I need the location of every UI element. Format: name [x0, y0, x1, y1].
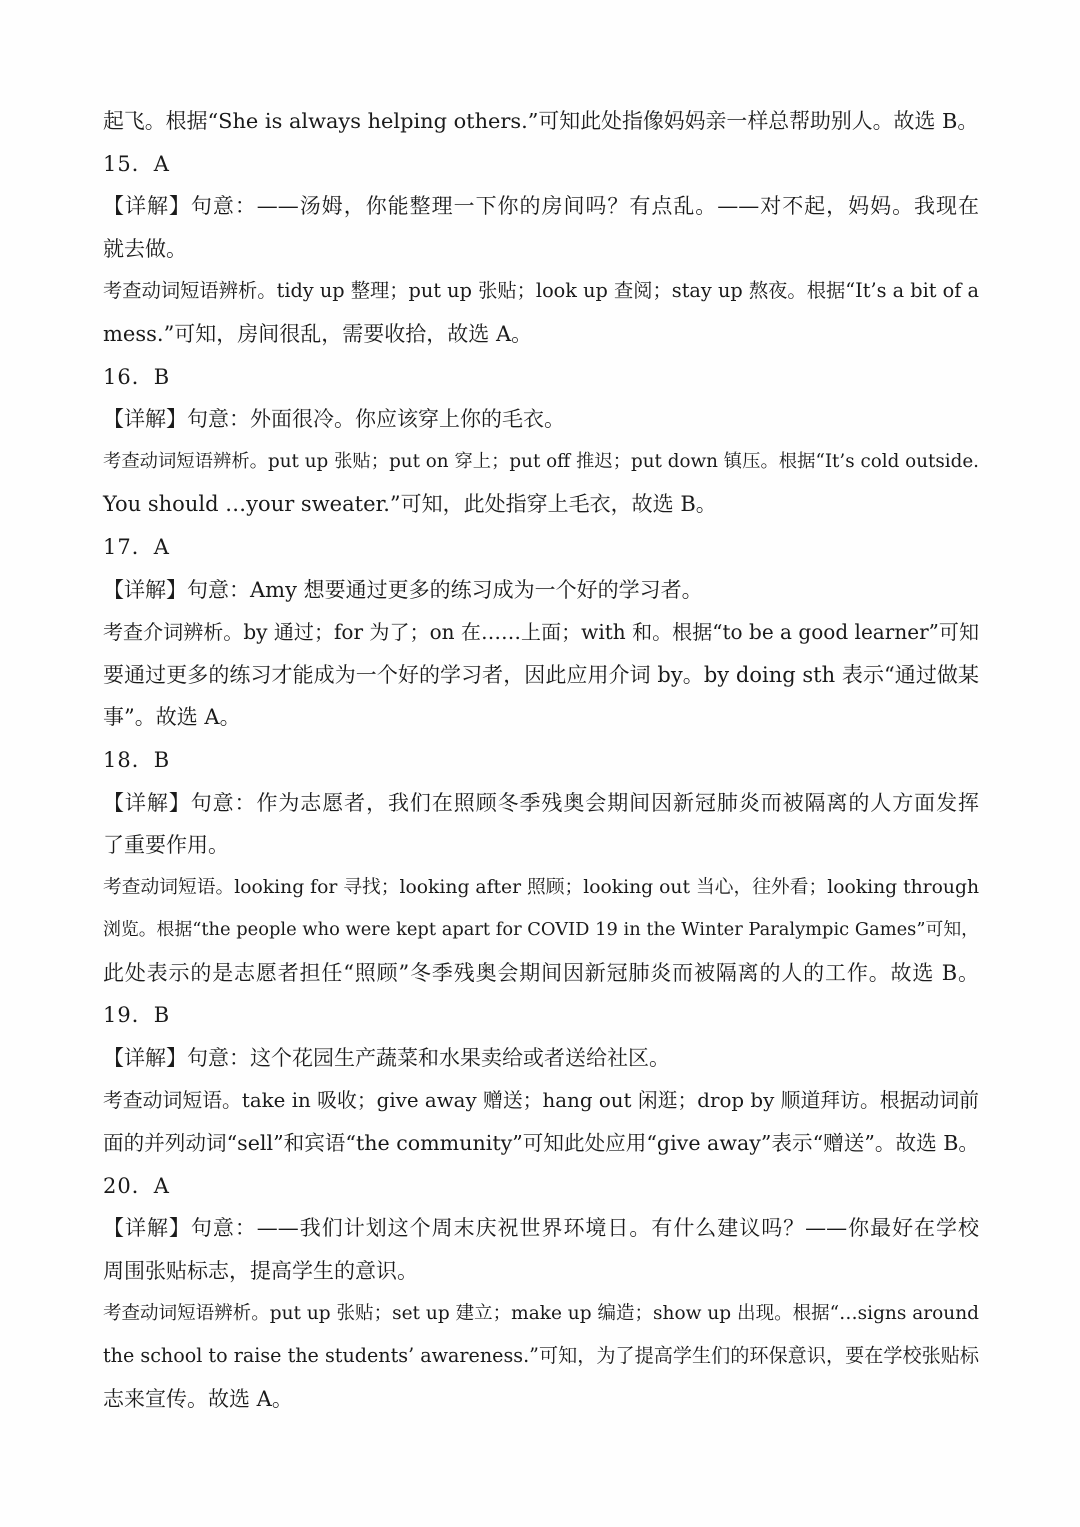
question-number: 19．B [103, 1003, 171, 1028]
text-line: 【详解】句意：——我们计划这个周末庆祝世界环境日。有什么建议吗？——你最好在学校 [103, 1216, 979, 1241]
text-line: 志来宣传。故选 A。 [103, 1386, 293, 1411]
text-line: 考查介词辨析。by 通过；for 为了；on 在……上面；with 和。根据“to be a good learner”可知 [103, 620, 979, 645]
text-line: 【详解】句意：作为志愿者，我们在照顾冬季残奥会期间因新冠肺炎而被隔离的人方面发挥 [103, 790, 979, 815]
answer-explanations [103, 100, 979, 1420]
text-line: 【详解】句意：Amy 想要通过更多的练习成为一个好的学习者。 [103, 577, 703, 602]
text-line: 考查动词短语。take in 吸收；give away 赠送；hang out 闲逛；drop by 顺道拜访。根据动词前 [103, 1088, 979, 1112]
text-line: 面的并列动词“sell”和宾语“the community”可知此处应用“give away”表示“赠送”。故选 B。 [103, 1131, 979, 1156]
text-line: 【详解】句意：——汤姆，你能整理一下你的房间吗？有点乱。——对不起，妈妈。我现在 [103, 194, 979, 219]
text-line: 要通过更多的练习才能成为一个好的学习者，因此应用介词 by。by doing sth 表示“通过做某 [103, 662, 979, 687]
text-line: 起飞。根据“She is always helping others.”可知此处指像妈妈亲一样总帮助别人。故选 B。 [103, 109, 979, 133]
question-number: 18．B [103, 747, 171, 772]
text-line: 考查动词短语。looking for 寻找；looking after 照顾；looking out 当心，往外看；looking through [103, 876, 979, 898]
question-number: 15．A [103, 151, 170, 176]
text-line: 此处表示的是志愿者担任“照顾”冬季残奥会期间因新冠肺炎而被隔离的人的工作。故选 B。 [103, 960, 979, 985]
question-number: 17．A [103, 534, 170, 559]
text-line: 考查动词短语辨析。put up 张贴；put on 穿上；put off 推迟；put down 镇压。根据“It’s cold outside. [103, 450, 979, 472]
text-line: 了重要作用。 [103, 833, 229, 858]
text-line: You should …your sweater.”可知，此处指穿上毛衣，故选 B。 [103, 492, 717, 517]
text-line: 【详解】句意：这个花园生产蔬菜和水果卖给或者送给社区。 [103, 1046, 670, 1071]
text-line: the school to raise the students’ awareness.”可知，为了提高学生们的环保意识，要在学校张贴标 [103, 1344, 979, 1368]
text-line: 周围张贴标志，提高学生的意识。 [103, 1259, 418, 1284]
text-line: mess.”可知，房间很乱，需要收拾，故选 A。 [103, 321, 533, 346]
question-number: 16．B [103, 364, 171, 389]
text-line: 浏览。根据“the people who were kept apart for COVID 19 in the Winter Paralympic Games”可知， [103, 919, 979, 941]
question-number: 20．A [103, 1173, 170, 1198]
text-line: 考查动词短语辨析。tidy up 整理；put up 张贴；look up 查阅；stay up 熬夜。根据“It’s a bit of a [103, 279, 979, 303]
text-line: 考查动词短语辨析。put up 张贴；set up 建立；make up 编造；show up 出现。根据“…signs around [103, 1302, 979, 1324]
text-line: 【详解】句意：外面很冷。你应该穿上你的毛衣。 [103, 407, 565, 432]
text-line: 事”。故选 A。 [103, 705, 241, 730]
text-line: 就去做。 [103, 236, 187, 261]
